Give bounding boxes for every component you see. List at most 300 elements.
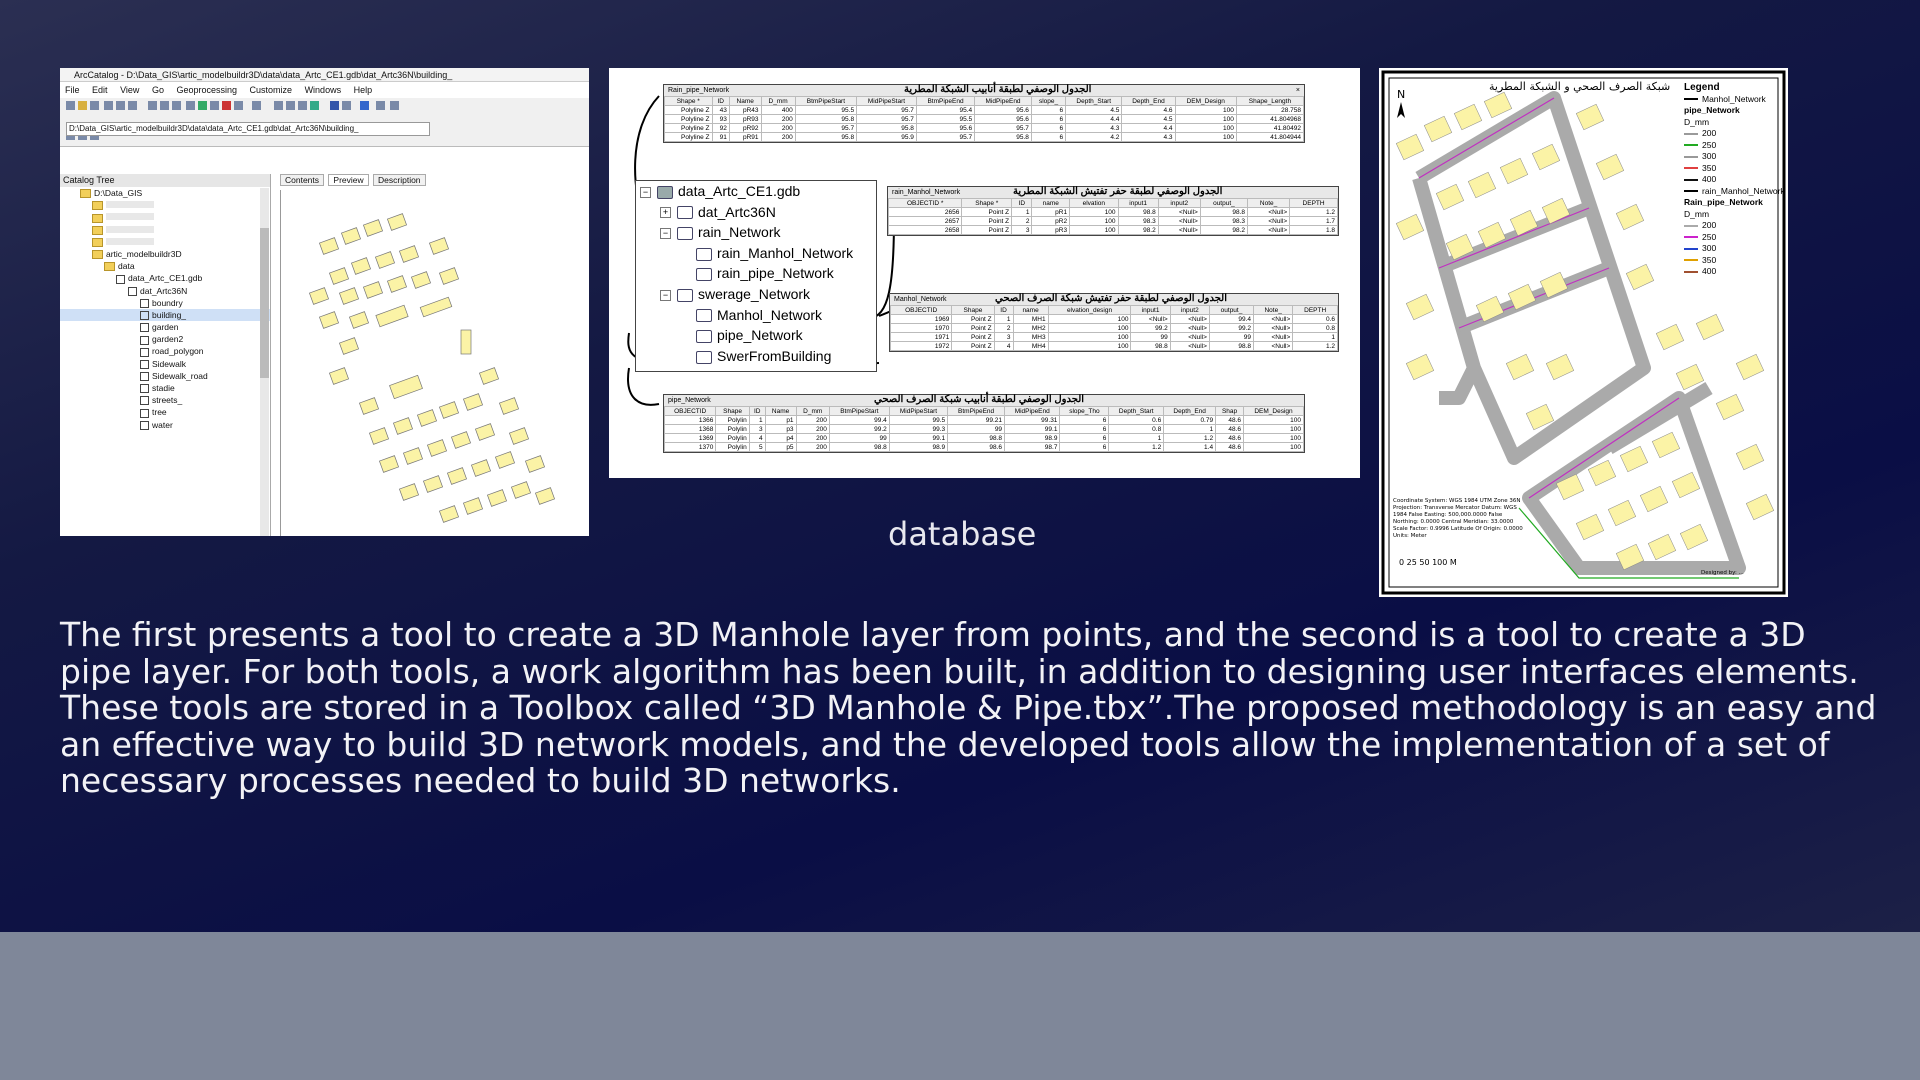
- table-cell: 48.6: [1216, 434, 1244, 443]
- tree-item[interactable]: D:\Data_GIS: [60, 187, 270, 199]
- database-screenshot: [609, 68, 1360, 478]
- legend-item: 250: [1684, 140, 1784, 152]
- tree-item[interactable]: [60, 236, 270, 248]
- table-cell: 1: [1109, 434, 1164, 443]
- column-header[interactable]: MidPipeEnd: [1005, 407, 1060, 416]
- table-cell: <Null>: [1170, 342, 1209, 351]
- table-cell: 99: [1209, 333, 1253, 342]
- table-cell: 91: [712, 133, 729, 142]
- legend-item: 300: [1684, 151, 1784, 163]
- rain-pipe-grid: [664, 96, 1304, 142]
- rain-manhol-grid: [888, 198, 1338, 235]
- column-header[interactable]: Shap: [1216, 407, 1244, 416]
- column-header[interactable]: output_: [1209, 306, 1253, 315]
- north-arrow: [1397, 102, 1405, 118]
- gdb-feature-class[interactable]: pipe_Network: [636, 325, 876, 346]
- tree-item[interactable]: artic_modelbuildr3D: [60, 248, 270, 260]
- table-cell: Polyline Z: [665, 133, 713, 142]
- table-cell: <Null>: [1248, 217, 1290, 226]
- table-row[interactable]: [665, 115, 1304, 124]
- table-cell: pR3: [1032, 226, 1070, 235]
- table-cell: 1370: [665, 443, 716, 452]
- table-cell: 92: [712, 124, 729, 133]
- table-cell: 6: [1031, 124, 1065, 133]
- menu-view[interactable]: View: [120, 85, 140, 95]
- table-cell: 4: [749, 434, 765, 443]
- legend-item: 250: [1684, 232, 1784, 244]
- table-cell: 6: [1031, 115, 1065, 124]
- lower-background: [0, 932, 1920, 1080]
- table-cell: <Null>: [1248, 208, 1290, 217]
- table-cell: 6: [1060, 425, 1109, 434]
- table-row[interactable]: [889, 208, 1338, 217]
- gdb-root[interactable]: − data_Artc_CE1.gdb: [636, 181, 876, 202]
- table-cell: <Null>: [1170, 315, 1209, 324]
- arccatalog-menubar: [60, 83, 589, 97]
- map-credit: Designed by: ...: [1701, 570, 1744, 576]
- column-header[interactable]: input1: [1131, 306, 1170, 315]
- column-header[interactable]: D_mm: [796, 407, 829, 416]
- table-cell: 2658: [889, 226, 962, 235]
- table-row[interactable]: [665, 434, 1304, 443]
- table-cell: 4.2: [1066, 133, 1122, 142]
- gdb-dataset[interactable]: − rain_Network: [636, 222, 876, 243]
- column-header[interactable]: DEM_Design: [1244, 407, 1304, 416]
- table-cell: 95.7: [795, 124, 856, 133]
- table-cell: pR43: [729, 106, 761, 115]
- preview-pane[interactable]: [280, 190, 589, 536]
- menu-customize[interactable]: Customize: [249, 85, 293, 95]
- tree-item[interactable]: stadie: [60, 382, 270, 394]
- table-cell: 6: [1060, 416, 1109, 425]
- column-header[interactable]: DEM_Design: [1175, 97, 1236, 106]
- arccatalog-screenshot: [60, 68, 589, 536]
- pipe-grid: [664, 406, 1304, 452]
- tree-item[interactable]: road_polygon: [60, 345, 270, 357]
- menu-help[interactable]: Help: [353, 85, 373, 95]
- tree-item[interactable]: [60, 199, 270, 211]
- table-cell: 400: [761, 106, 795, 115]
- table-cell: 1: [749, 416, 765, 425]
- gdb-dataset[interactable]: + dat_Artc36N: [636, 202, 876, 223]
- table-cell: 99.21: [948, 416, 1005, 425]
- tree-item[interactable]: [60, 211, 270, 223]
- table-cell: <Null>: [1170, 324, 1209, 333]
- column-header[interactable]: Depth_Start: [1066, 97, 1122, 106]
- table-cell: Point Z: [952, 324, 994, 333]
- tree-item-selected[interactable]: building_: [60, 309, 270, 321]
- table-cell: 95.8: [795, 115, 856, 124]
- table-cell: 95.6: [975, 115, 1032, 124]
- table-cell: 2656: [889, 208, 962, 217]
- column-header[interactable]: BtmPipeStart: [795, 97, 856, 106]
- column-header[interactable]: BtmPipeStart: [829, 407, 889, 416]
- table-row[interactable]: [891, 324, 1338, 333]
- table-cell: Point Z: [952, 342, 994, 351]
- table-cell: 1369: [665, 434, 716, 443]
- column-header[interactable]: Shape *: [962, 199, 1012, 208]
- table-cell: 0.79: [1164, 416, 1216, 425]
- table-cell: pR1: [1032, 208, 1070, 217]
- menu-geoprocessing[interactable]: Geoprocessing: [176, 85, 238, 95]
- table-cell: 100: [1070, 208, 1118, 217]
- tree-item[interactable]: Sidewalk_road: [60, 370, 270, 382]
- table-cell: 1: [1293, 333, 1338, 342]
- column-header[interactable]: MidPipeEnd: [975, 97, 1032, 106]
- column-header[interactable]: Shape: [716, 407, 749, 416]
- table-cell: 4.3: [1122, 133, 1175, 142]
- table-cell: 98.8: [1200, 208, 1247, 217]
- column-header[interactable]: ID: [1012, 199, 1032, 208]
- table-cell: 95.7: [857, 106, 917, 115]
- table-row[interactable]: [665, 416, 1304, 425]
- table-row[interactable]: [891, 333, 1338, 342]
- table-cell: 100: [1175, 115, 1236, 124]
- table-cell: 1.2: [1290, 208, 1338, 217]
- tree-item[interactable]: garden: [60, 321, 270, 333]
- column-header[interactable]: OBJECTID *: [889, 199, 962, 208]
- table-cell: 2: [994, 324, 1013, 333]
- table-cell: pR2: [1032, 217, 1070, 226]
- table-cell: 0.6: [1109, 416, 1164, 425]
- table-cell: 41.804944: [1236, 133, 1303, 142]
- table-cell: 200: [761, 124, 795, 133]
- table-cell: 1970: [891, 324, 952, 333]
- table-cell: 1.4: [1164, 443, 1216, 452]
- table-cell: 99.2: [1209, 324, 1253, 333]
- table-cell: 99.4: [829, 416, 889, 425]
- legend-item: 350: [1684, 255, 1784, 267]
- column-header[interactable]: elvation_design: [1048, 306, 1131, 315]
- table-cell: 6: [1031, 133, 1065, 142]
- table-cell: <Null>: [1170, 333, 1209, 342]
- north-arrow-icon: N: [1397, 88, 1406, 101]
- column-header[interactable]: OBJECTID: [665, 407, 716, 416]
- table-cell: 95.8: [975, 133, 1032, 142]
- table-cell: 99.2: [1131, 324, 1170, 333]
- table-cell: 41.80492: [1236, 124, 1303, 133]
- table-cell: 98.2: [1118, 226, 1158, 235]
- table-cell: 4: [994, 342, 1013, 351]
- table-cell: 200: [796, 416, 829, 425]
- table-cell: 100: [1048, 324, 1131, 333]
- table-cell: 100: [1244, 443, 1304, 452]
- table-cell: 48.6: [1216, 416, 1244, 425]
- column-header[interactable]: D_mm: [761, 97, 795, 106]
- table-cell: 98.2: [1200, 226, 1247, 235]
- column-header[interactable]: name: [1032, 199, 1070, 208]
- scale-bar: 0 25 50 100 M: [1399, 558, 1457, 567]
- catalog-tree-title: Catalog Tree: [60, 174, 270, 187]
- column-header[interactable]: Name: [765, 407, 796, 416]
- table-cell: 93: [712, 115, 729, 124]
- table-cell: Polylin: [716, 425, 749, 434]
- table-cell: 100: [1244, 425, 1304, 434]
- table-cell: 1971: [891, 333, 952, 342]
- table-cell: 1.2: [1293, 342, 1338, 351]
- tab-description[interactable]: Description: [373, 174, 426, 186]
- legend-item: Rain_pipe_Network: [1684, 197, 1763, 207]
- table-cell: 41.804968: [1236, 115, 1303, 124]
- table-cell: pR93: [729, 115, 761, 124]
- table-cell: 98.6: [948, 443, 1005, 452]
- legend-item: Manhol_Network: [1684, 94, 1784, 106]
- column-header[interactable]: input1: [1118, 199, 1158, 208]
- table-cell: 4.5: [1066, 106, 1122, 115]
- column-header[interactable]: elvation: [1070, 199, 1118, 208]
- table-arabic-title: الجدول الوصفي لطبقة أنابيب الشبكة المطرية: [904, 84, 1092, 95]
- table-cell: 98.8: [829, 443, 889, 452]
- table-cell: 43: [712, 106, 729, 115]
- table-cell: 99.5: [889, 416, 947, 425]
- gdb-dataset[interactable]: − swerage_Network: [636, 284, 876, 305]
- table-cell: 99: [829, 434, 889, 443]
- table-cell: <Null>: [1248, 226, 1290, 235]
- tab-preview[interactable]: Preview: [328, 174, 368, 186]
- table-cell: 1366: [665, 416, 716, 425]
- table-cell: <Null>: [1254, 315, 1293, 324]
- tree-item[interactable]: water: [60, 419, 270, 431]
- pipe-table: [663, 394, 1305, 453]
- table-cell: Point Z: [962, 208, 1012, 217]
- location-input[interactable]: D:\Data_GIS\artic_modelbuildr3D\data\data_Artc_CE1.gdb\dat_Artc36N\building_: [66, 122, 430, 136]
- table-cell: 95.9: [857, 133, 917, 142]
- table-cell: 99.31: [1005, 416, 1060, 425]
- table-cell: 1: [1012, 208, 1032, 217]
- tree-scrollbar[interactable]: [260, 188, 269, 536]
- table-row[interactable]: [665, 443, 1304, 452]
- column-header[interactable]: output_: [1200, 199, 1247, 208]
- table-cell: 95.8: [795, 133, 856, 142]
- table-cell: MH4: [1013, 342, 1048, 351]
- table-cell: 200: [761, 133, 795, 142]
- column-header[interactable]: input2: [1158, 199, 1200, 208]
- table-row[interactable]: [889, 226, 1338, 235]
- table-cell: 100: [1244, 416, 1304, 425]
- table-cell: 100: [1175, 106, 1236, 115]
- table-row[interactable]: [665, 425, 1304, 434]
- table-row[interactable]: [665, 124, 1304, 133]
- column-header[interactable]: Shape: [952, 306, 994, 315]
- network-map: [1379, 68, 1788, 597]
- tree-item[interactable]: Sidewalk: [60, 358, 270, 370]
- table-cell: 1.2: [1164, 434, 1216, 443]
- column-header[interactable]: Name: [729, 97, 761, 106]
- table-cell: 98.8: [1209, 342, 1253, 351]
- table-row[interactable]: [891, 315, 1338, 324]
- column-header[interactable]: Shape *: [665, 97, 713, 106]
- column-header[interactable]: ID: [994, 306, 1013, 315]
- table-cell: 98.9: [1005, 434, 1060, 443]
- column-header[interactable]: OBJECTID: [891, 306, 952, 315]
- table-cell: 200: [761, 115, 795, 124]
- table-cell: 6: [1060, 434, 1109, 443]
- table-cell: pR91: [729, 133, 761, 142]
- table-cell: 98.8: [1118, 208, 1158, 217]
- table-cell: pR92: [729, 124, 761, 133]
- table-cell: 100: [1048, 342, 1131, 351]
- table-cell: Polylin: [716, 416, 749, 425]
- table-cell: 1: [994, 315, 1013, 324]
- table-cell: 1: [1164, 425, 1216, 434]
- gdb-feature-class[interactable]: rain_Manhol_Network: [636, 243, 876, 264]
- table-cell: 95.6: [916, 124, 974, 133]
- column-header[interactable]: Note_: [1248, 199, 1290, 208]
- table-name: Rain_pipe_Network: [668, 87, 730, 94]
- legend-item: rain_Manhol_Network: [1684, 186, 1784, 198]
- tree-item[interactable]: [60, 224, 270, 236]
- table-cell: MH3: [1013, 333, 1048, 342]
- table-cell: 95.6: [975, 106, 1032, 115]
- legend-item: 200: [1684, 220, 1784, 232]
- table-cell: 3: [749, 425, 765, 434]
- legend-item: 400: [1684, 174, 1784, 186]
- table-cell: 95.7: [916, 133, 974, 142]
- table-cell: 98.3: [1200, 217, 1247, 226]
- column-header[interactable]: Depth_End: [1122, 97, 1175, 106]
- column-header[interactable]: MidPipeStart: [889, 407, 947, 416]
- table-cell: 99.3: [889, 425, 947, 434]
- tree-item[interactable]: data: [60, 260, 270, 272]
- close-icon[interactable]: ×: [1295, 87, 1300, 94]
- table-cell: 6: [1031, 106, 1065, 115]
- tab-contents[interactable]: Contents: [280, 174, 324, 186]
- column-header[interactable]: BtmPipeEnd: [948, 407, 1005, 416]
- table-cell: 98.8: [948, 434, 1005, 443]
- table-cell: Polylin: [716, 443, 749, 452]
- table-cell: Point Z: [952, 315, 994, 324]
- column-header[interactable]: Note_: [1254, 306, 1293, 315]
- column-header[interactable]: Depth_Start: [1109, 407, 1164, 416]
- table-cell: 99.1: [889, 434, 947, 443]
- table-cell: 95.7: [975, 124, 1032, 133]
- table-cell: 95.8: [857, 124, 917, 133]
- tree-item[interactable]: dat_Artc36N: [60, 285, 270, 297]
- table-cell: 4.3: [1066, 124, 1122, 133]
- column-header[interactable]: DEPTH: [1290, 199, 1338, 208]
- table-cell: 95.7: [857, 115, 917, 124]
- table-cell: 0.8: [1293, 324, 1338, 333]
- column-header[interactable]: input2: [1170, 306, 1209, 315]
- table-cell: Polylin: [716, 434, 749, 443]
- table-cell: 100: [1048, 315, 1131, 324]
- table-cell: 99: [1131, 333, 1170, 342]
- column-header[interactable]: slope_: [1031, 97, 1065, 106]
- table-name: pipe_Network: [668, 397, 711, 404]
- table-cell: p5: [765, 443, 796, 452]
- table-cell: p3: [765, 425, 796, 434]
- legend-item: 200: [1684, 128, 1784, 140]
- map-legend: [1684, 82, 1784, 278]
- manhol-table: [889, 293, 1339, 352]
- table-row[interactable]: [889, 217, 1338, 226]
- table-cell: p1: [765, 416, 796, 425]
- table-name: Manhol_Network: [894, 296, 947, 303]
- gdb-feature-class[interactable]: SwerFromBuilding: [636, 346, 876, 367]
- manhol-grid: [890, 305, 1338, 351]
- column-header[interactable]: slope_Tho: [1060, 407, 1109, 416]
- table-cell: 0.8: [1109, 425, 1164, 434]
- map-title: شبكة الصرف الصحي و الشبكة المطرية: [1489, 80, 1671, 93]
- legend-item: 300: [1684, 243, 1784, 255]
- tree-item[interactable]: tree: [60, 406, 270, 418]
- gdb-feature-class[interactable]: Manhol_Network: [636, 305, 876, 326]
- table-cell: 1368: [665, 425, 716, 434]
- table-cell: Point Z: [962, 217, 1012, 226]
- table-cell: 98.3: [1118, 217, 1158, 226]
- table-cell: 99.1: [1005, 425, 1060, 434]
- column-header[interactable]: name: [1013, 306, 1048, 315]
- table-cell: 1.2: [1109, 443, 1164, 452]
- table-name: rain_Manhol_Network: [892, 189, 961, 196]
- table-row[interactable]: [891, 342, 1338, 351]
- column-header[interactable]: ID: [712, 97, 729, 106]
- menu-edit[interactable]: Edit: [92, 85, 108, 95]
- table-cell: 99.4: [1209, 315, 1253, 324]
- table-cell: p4: [765, 434, 796, 443]
- table-cell: <Null>: [1254, 342, 1293, 351]
- tree-item[interactable]: boundry: [60, 297, 270, 309]
- column-header[interactable]: Shape_Length: [1236, 97, 1303, 106]
- table-cell: 200: [796, 425, 829, 434]
- column-header[interactable]: MidPipeStart: [857, 97, 917, 106]
- table-row[interactable]: [665, 106, 1304, 115]
- legend-item: D_mm: [1684, 116, 1710, 127]
- table-cell: 0.6: [1293, 315, 1338, 324]
- map-projection-notes: Coordinate System: WGS 1984 UTM Zone 36N Projection: Transverse Mercator Datum: WGS 1984 False Easting: 500,000.0000 False Northing: 0.0000 Central Meridian: 33.0000 Scale Factor: 0.9996 Latitude Of Origin: 0.0000 Units: Meter: [1393, 498, 1523, 539]
- table-cell: 1969: [891, 315, 952, 324]
- table-cell: 1.8: [1290, 226, 1338, 235]
- table-cell: 95.5: [795, 106, 856, 115]
- table-cell: 99: [948, 425, 1005, 434]
- table-cell: 1972: [891, 342, 952, 351]
- tree-item[interactable]: garden2: [60, 333, 270, 345]
- table-arabic-title: الجدول الوصفي لطبقة حفر تفتيش شبكة الصرف الصحي: [995, 293, 1227, 304]
- table-cell: 98.9: [889, 443, 947, 452]
- table-cell: 100: [1070, 226, 1118, 235]
- menu-go[interactable]: Go: [151, 85, 164, 95]
- column-header[interactable]: BtmPipeEnd: [916, 97, 974, 106]
- body-paragraph: The first presents a tool to create a 3D Manhole layer from points, and the second is a tool to create a 3D pipe layer. For both tools, a work algorithm has been built, in addition to designing user interfaces elements. These tools are stored in a Toolbox called “3D Manhole & Pipe.tbx”.The proposed methodology is an easy and an effective way to build 3D network models, and the developed tools allow the implementation of a set of necessary processes needed to build 3D networks.: [60, 615, 1877, 800]
- tree-item[interactable]: data_Artc_CE1.gdb: [60, 272, 270, 284]
- gdb-tree: [635, 180, 877, 372]
- building-preview-map: [281, 190, 589, 536]
- table-cell: 98.7: [1005, 443, 1060, 452]
- menu-windows[interactable]: Windows: [304, 85, 342, 95]
- tree-item[interactable]: streets_: [60, 394, 270, 406]
- table-cell: <Null>: [1158, 217, 1200, 226]
- table-arabic-title: الجدول الوصفي لطبقة أنابيب شبكة الصرف الصحي: [874, 394, 1085, 405]
- column-header[interactable]: Depth_End: [1164, 407, 1216, 416]
- legend-item: D_mm: [1684, 208, 1710, 219]
- column-header[interactable]: ID: [749, 407, 765, 416]
- column-header[interactable]: DEPTH: [1293, 306, 1338, 315]
- table-cell: 100: [1070, 217, 1118, 226]
- table-cell: 48.6: [1216, 443, 1244, 452]
- gdb-feature-class[interactable]: rain_pipe_Network: [636, 263, 876, 284]
- table-cell: MH1: [1013, 315, 1048, 324]
- table-cell: <Null>: [1254, 324, 1293, 333]
- rain-pipe-table: [663, 84, 1305, 143]
- table-row[interactable]: [665, 133, 1304, 142]
- table-cell: 200: [796, 434, 829, 443]
- table-cell: 95.4: [916, 106, 974, 115]
- legend-item: pipe_Network: [1684, 105, 1740, 115]
- table-cell: 5: [749, 443, 765, 452]
- menu-file[interactable]: File: [65, 85, 80, 95]
- table-cell: 4.5: [1122, 115, 1175, 124]
- table-cell: 48.6: [1216, 425, 1244, 434]
